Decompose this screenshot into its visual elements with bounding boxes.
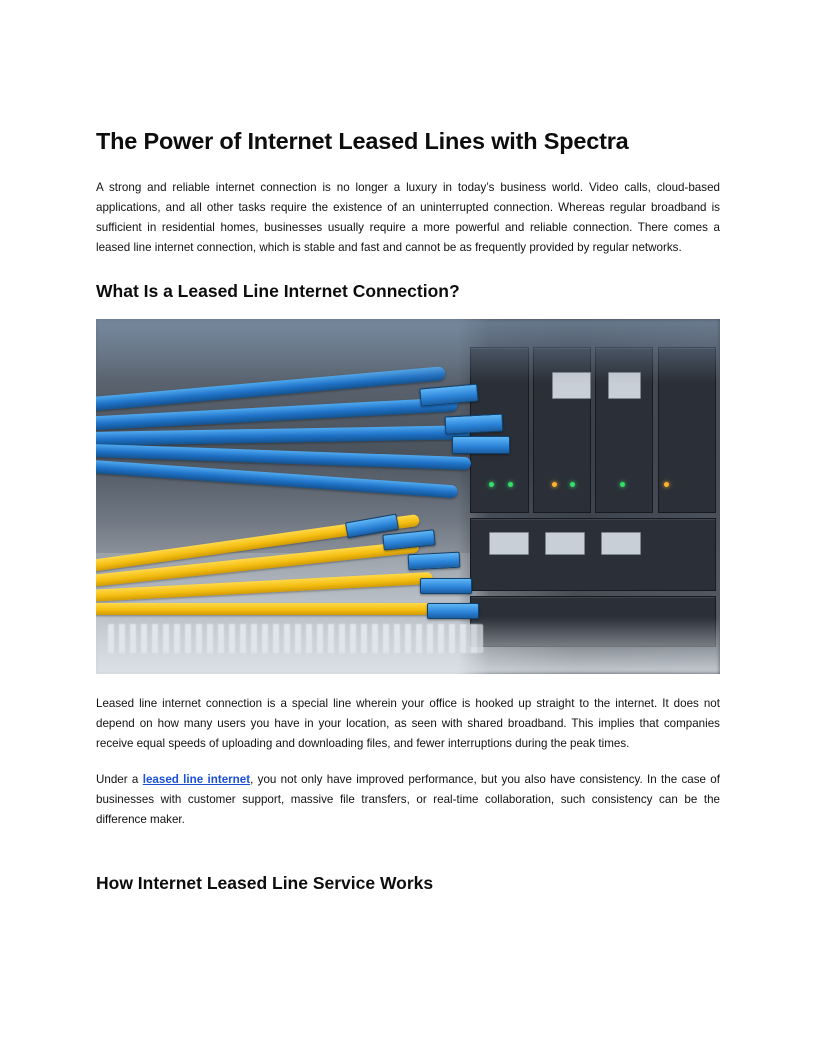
paragraph-consistency [96,770,720,830]
spacer [96,830,720,872]
section-heading-what-is: What Is a Leased Line Internet Connection? [96,281,460,302]
page-title: The Power of Internet Leased Lines with Spectra [96,128,629,154]
image-blur-top [96,319,720,383]
fiber-cable-yellow [96,603,433,615]
status-led [508,482,513,487]
spacer [96,754,720,770]
rj45-connector [445,413,504,434]
article-image [96,319,720,674]
paragraph-consistency-prefix: Under a [96,772,143,786]
intro-paragraph: A strong and reliable internet connection is no longer a luxury in today’s business world. Video calls, cloud-based applications, and all other tasks require the existence of an uninterrupted connection. Whereas regular broadband is sufficient in residential homes, businesses usually require a more powerful and reliable connection. There comes a leased line internet connection, which is stable and fast and cannot be as frequently provided by regular networks. [96,181,720,255]
spacer [96,156,720,178]
image-blur-bottom [96,617,720,674]
sfp-port [489,532,528,555]
lc-connector [408,552,461,571]
leased-line-internet-link[interactable]: leased line internet [142,772,251,786]
spacer [96,258,720,280]
paragraph-consistency-suffix: , you not only have improved performance, but you also have consistency. In the case of businesses with customer support, massive file transfers, or real-time collaboration, such consistency can be the difference maker. [96,772,720,826]
sfp-port [545,532,584,555]
spacer [96,674,720,694]
status-led [664,482,669,487]
spacer [96,303,720,319]
status-led [552,482,557,487]
rj45-connector [452,436,510,454]
paragraph-after-image: Leased line internet connection is a special line wherein your office is hooked up straight to the internet. It does not depend on how many users you have in your location, as seen with shared broadband. This implies that companies receive equal speeds of uploading and downloading files, and fewer interruptions during the peak times. [96,696,720,750]
sfp-port [601,532,640,555]
section-heading-how-works: How Internet Leased Line Service Works [96,872,434,893]
lc-connector [420,578,472,594]
